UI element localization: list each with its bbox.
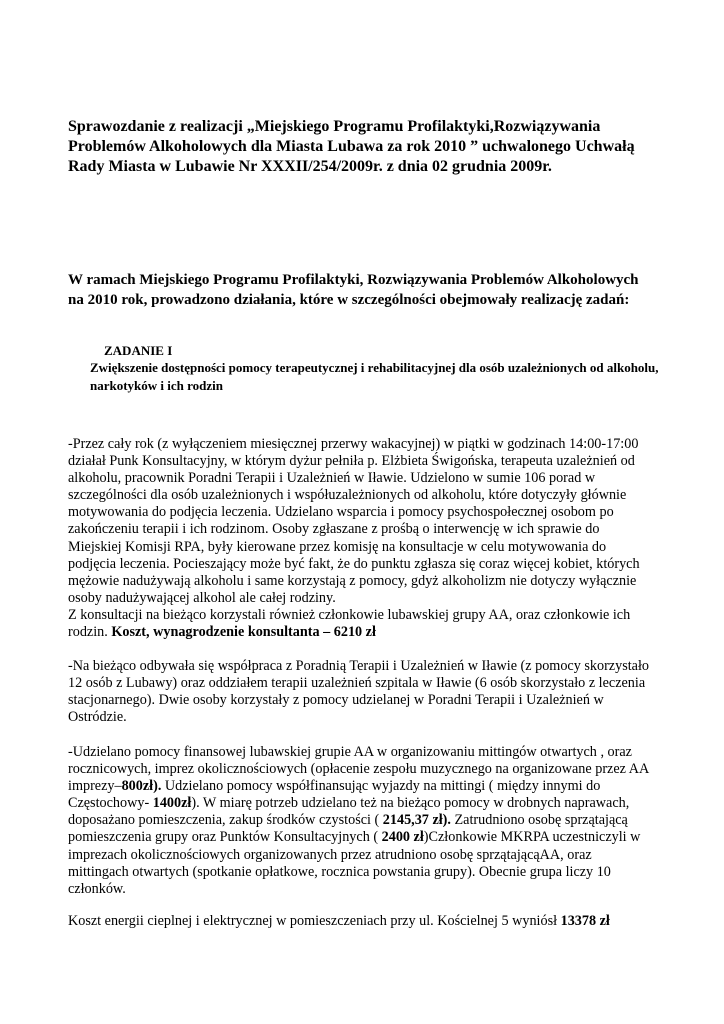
paragraph-text: Koszt energii cieplnej i elektrycznej w pomieszczeniach przy ul. Kościelnej 5 wyniósł [68,913,561,929]
amount-highlight: 2400 zł [381,829,424,846]
paragraph-energy-cost [68,913,653,930]
amount-highlight: 2145,37 zł). [382,812,451,829]
cost-highlight: Koszt, wynagrodzenie konsultanta – 6210 zł [111,624,376,641]
paragraph-text: Z konsultacji na bieżąco korzystali również członkowie lubawskiej grupy AA, oraz członkowie ich rodzin. [68,606,631,641]
amount-highlight: 800zł). [121,778,162,795]
paragraph-consultation-point [68,436,653,641]
document-title: Sprawozdanie z realizacji „Miejskiego Programu Profilaktyki,Rozwiązywania Problemów Alkoholowych dla Miasta Lubawa za rok 2010 ” uchwalonego Uchwałą Rady Miasta w Lubawie Nr XXXII/254/2009r. z dnia 02 grudnia 2009r. [68,118,635,175]
paragraph-aa-support [68,744,653,898]
amount-highlight: 1400zł [152,795,192,812]
amount-highlight: 13378 zł [560,913,610,929]
task-description: Zwiększenie dostępności pomocy terapeutycznej i rehabilitacyjnej dla osób uzależnionych od alkoholu, narkotyków i ich rodzin [90,360,659,393]
task-heading: ZADANIE I [104,343,173,358]
paragraph-text: Udzielano pomocy współfinansując wyjazdy na mittingi ( między innymi do Częstochowy- [68,778,601,812]
paragraph-cooperation: -Na bieżąco odbywała się współpraca z Poradnią Terapii i Uzależnień w Iławie (z pomocy skorzystało 12 osób z Lubawy) oraz oddziałem terapii uzależnień szpitala w Iławie (6 osób skorzystało z leczenia stacjonarnego). Dwie osoby korzystały z pomocy udzielanej w Poradni Terapii i Uzależnień w Ostródzie. [68,658,649,726]
paragraph-text: -Przez cały rok (z wyłączeniem miesięcznej przerwy wakacyjnej) w piątki w godzinach 14:00-17:00 działał Punk Konsultacyjny, w którym dyżur pełniła p. Elżbieta Świgońska, terapeuta uzależnień od alkoholu, pracownik Poradni Terapii i Uzależnień w Iławie. Udzielono w sumie 106 porad w szczególności dla osób uzależnionych i współuzależnionych od alkoholu, które dotyczyły głównie motywowania do podjęcia leczenia. Udzielano wsparcia i pomocy psychospołecznej osobom po zakończeniu terapii i ich rodzinom. Osoby zgłaszane z prośbą o interwencję w ich sprawie do Miejskiej Komisji RPA, były kierowane przez komisję na konsultacje w celu motywowania do podjęcia leczenia. Pocieszający może być fakt, że do punktu zgłasza się coraz więcej kobiet, których mężowie nadużywają alkoholu i same korzystają z pomocy, gdyż alkoholizm nie dotyczy wyłącznie osoby nadużywającej alkohol ale całej rodziny. [68,436,640,606]
paragraph-text: ). W miarę potrzeb udzielano też na bieżąco pomocy w drobnych naprawach, doposażano pomieszczenia, zakup środków czystości ( [68,795,630,829]
paragraph-text: -Udzielano pomocy finansowej lubawskiej grupie AA w organizowaniu mittingów otwartych , oraz rocznicowych, imprez okolicznościowych (opłacenie zespołu muzycznego na organizowane przez AA imprezy– [68,744,649,795]
paragraph-text: Zatrudniono osobę sprzątającą pomieszczenia grupy oraz Punktów Konsultacyjnych ( [68,812,628,846]
paragraph-text: )Członkowie MKRPA uczestniczyli w imprezach okolicznościowych organizowanych przez atrudniono osobę sprzątającąAA, oraz mittingach otwartych (spotkanie opłatkowe, rocznica powstania grupy). Obecnie grupa liczy 10 członków. [68,829,641,897]
intro-paragraph: W ramach Miejskiego Programu Profilaktyki, Rozwiązywania Problemów Alkoholowych na 2010 rok, prowadzono działania, które w szczególności obejmowały realizację zadań: [68,272,639,308]
